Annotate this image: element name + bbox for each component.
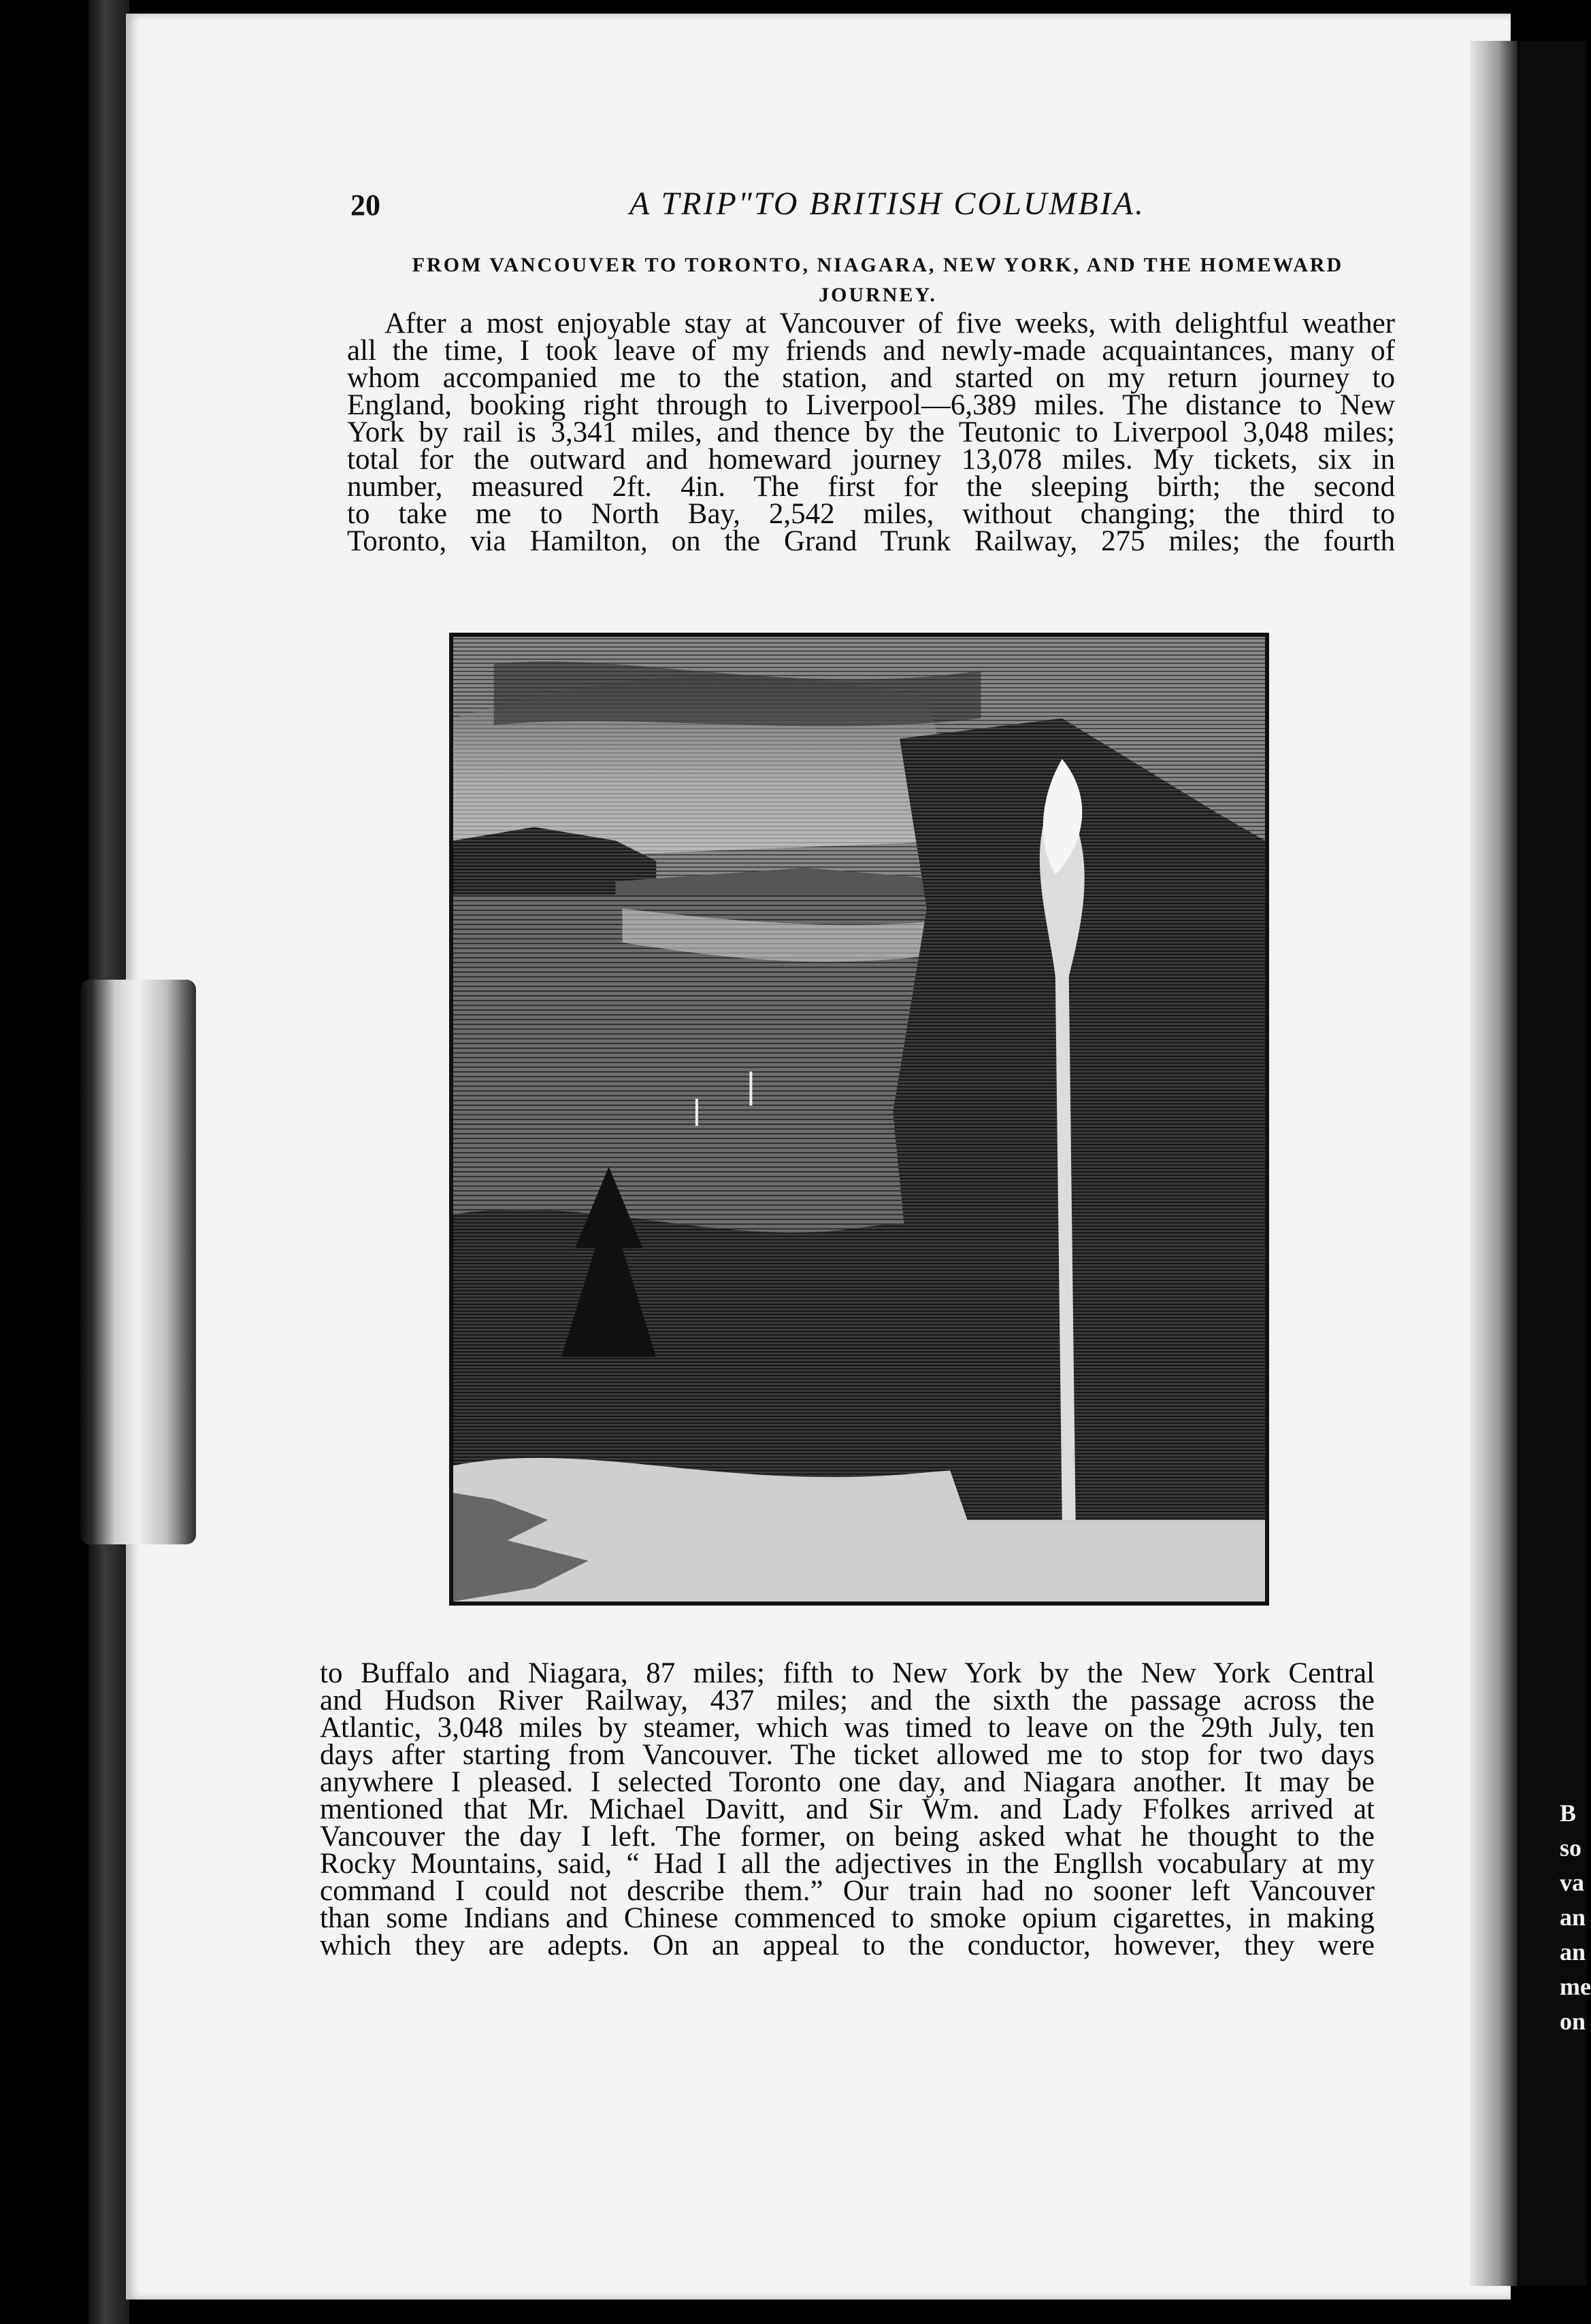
- adjacent-page-fragment: an: [1560, 1904, 1586, 1931]
- text-line: to take me to North Bay, 2,542 miles, without changing; the third to: [347, 498, 1395, 530]
- running-head: [350, 182, 1398, 230]
- body-paragraph-top: [347, 310, 1395, 555]
- text-line: which they are adepts. On an appeal to the conductor, however, they were: [320, 1929, 1375, 1961]
- text-line: whom accompanied me to the station, and started on my return journey to: [347, 362, 1395, 394]
- text-line: Atlantic, 3,048 miles by steamer, which was timed to leave on the 29th July, ten: [320, 1712, 1375, 1744]
- text-line: Rocky Mountains, said, “ Had I all the adjectives in the Engllsh vocabulary at my: [320, 1848, 1375, 1880]
- lake-forest-engraving: [449, 633, 1269, 1606]
- text-line: command I could not describe them.” Our train had no sooner left Vancouver: [320, 1875, 1375, 1907]
- adjacent-page-fragment: an: [1560, 1938, 1586, 1965]
- text-line: mentioned that Mr. Michael Davitt, and Sir Wm. and Lady Ffolkes arrived at: [320, 1793, 1375, 1825]
- page-number: 20: [350, 188, 380, 222]
- text-line: days after starting from Vancouver. The ticket allowed me to stop for two days: [320, 1739, 1375, 1771]
- page-gutter-shadow: [1470, 41, 1518, 2286]
- adjacent-page-text: [1560, 1796, 1591, 2039]
- adjacent-page-fragment: B: [1560, 1799, 1577, 1827]
- page-clip: [80, 980, 196, 1544]
- text-line: Toronto, via Hamilton, on the Grand Trunk Railway, 275 miles; the fourth: [347, 525, 1395, 557]
- text-line: and Hudson River Railway, 437 miles; and the sixth the passage across the: [320, 1684, 1375, 1716]
- text-line: to Buffalo and Niagara, 87 miles; fifth to New York by the New York Central: [320, 1657, 1375, 1689]
- text-line: number, measured 2ft. 4in. The first for the sleeping birth; the second: [347, 471, 1395, 503]
- section-heading-line: JOURNEY.: [819, 284, 937, 306]
- section-heading: [381, 250, 1375, 310]
- text-line: all the time, I took leave of my friends and newly-made acquaintances, many of: [347, 335, 1395, 367]
- adjacent-page-fragment: on: [1560, 2008, 1586, 2035]
- body-paragraph-bottom: [320, 1657, 1375, 1961]
- text-line: anywhere I pleased. I selected Toronto one day, and Niagara another. It may be: [320, 1766, 1375, 1798]
- running-title: A TRIP"TO BRITISH COLUMBIA.: [629, 186, 1146, 222]
- text-line: than some Indians and Chinese commenced to smoke opium cigarettes, in making: [320, 1902, 1375, 1934]
- text-line: England, booking right through to Liverpool—6,389 miles. The distance to New: [347, 389, 1395, 421]
- text-line: total for the outward and homeward journey 13,078 miles. My tickets, six in: [347, 444, 1395, 476]
- text-line: Vancouver the day I left. The former, on being asked what he thought to the: [320, 1821, 1375, 1853]
- adjacent-page-fragment: me: [1560, 1973, 1591, 2000]
- section-heading-line: FROM VANCOUVER TO TORONTO, NIAGARA, NEW YORK, AND THE HOMEWARD: [412, 254, 1344, 276]
- engraving-art: [453, 637, 1265, 1601]
- adjacent-page-fragment: so: [1560, 1834, 1582, 1861]
- text-line: After a most enjoyable stay at Vancouver of five weeks, with delightful weather: [384, 308, 1395, 339]
- text-line: York by rail is 3,341 miles, and thence by the Teutonic to Liverpool 3,048 miles;: [347, 416, 1395, 448]
- adjacent-page-fragment: va: [1560, 1869, 1584, 1896]
